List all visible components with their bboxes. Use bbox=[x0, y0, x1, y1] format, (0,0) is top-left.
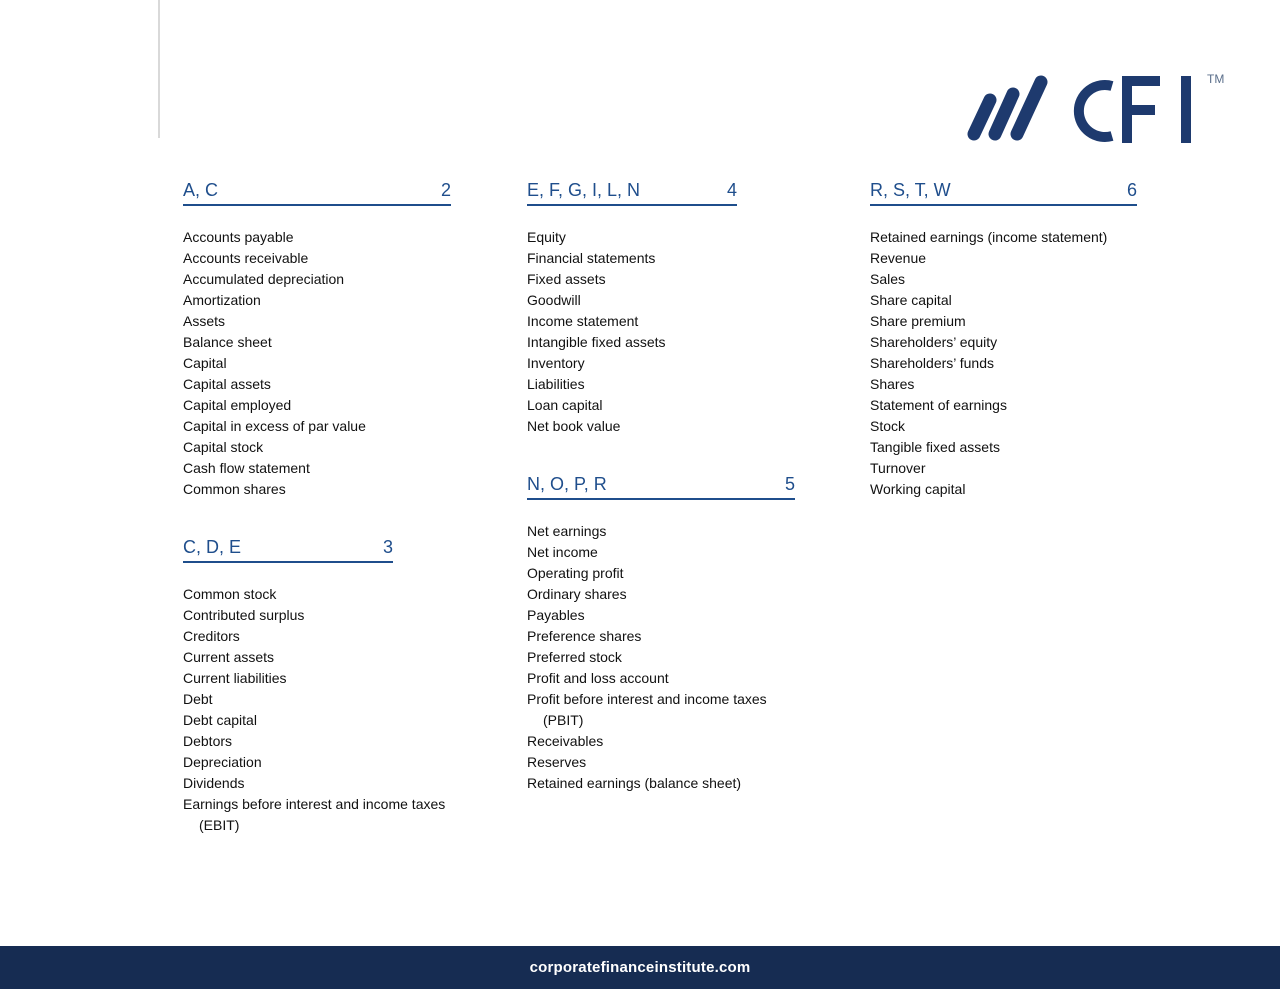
list-item: Accounts payable bbox=[183, 229, 294, 245]
list-item: Tangible fixed assets bbox=[870, 439, 1000, 455]
list-item: (EBIT) bbox=[199, 817, 240, 833]
list-item: Shareholders’ funds bbox=[870, 355, 995, 371]
list-item: (PBIT) bbox=[543, 712, 584, 728]
list-item: Earnings before interest and income taxes bbox=[183, 796, 446, 812]
list-item: Capital employed bbox=[183, 397, 292, 413]
footer-bar bbox=[0, 946, 1280, 989]
trademark-mark: TM bbox=[1207, 72, 1225, 86]
section-cde bbox=[183, 537, 446, 836]
list-item: Equity bbox=[527, 229, 566, 245]
list-item: Common stock bbox=[183, 586, 277, 602]
section-page-number: 4 bbox=[726, 180, 737, 200]
list-item: Operating profit bbox=[527, 565, 624, 581]
list-item: Net book value bbox=[527, 418, 621, 434]
section-rstw bbox=[870, 180, 1137, 500]
list-item: Ordinary shares bbox=[527, 586, 627, 602]
section-header[interactable] bbox=[183, 180, 451, 206]
list-item: Statement of earnings bbox=[870, 397, 1007, 413]
list-item: Creditors bbox=[183, 628, 240, 644]
cfi-logo bbox=[962, 70, 1225, 150]
list-item: Liabilities bbox=[527, 376, 585, 392]
list-item: Preferred stock bbox=[527, 649, 622, 665]
section-header[interactable] bbox=[183, 537, 393, 563]
list-item: Profit and loss account bbox=[527, 670, 669, 686]
list-item: Debt bbox=[183, 691, 213, 707]
section-title: A, C bbox=[183, 180, 219, 200]
term-list bbox=[527, 521, 795, 794]
section-title: N, O, P, R bbox=[527, 474, 607, 494]
list-item: Income statement bbox=[527, 313, 639, 329]
list-item: Financial statements bbox=[527, 250, 656, 266]
list-item: Amortization bbox=[183, 292, 261, 308]
list-item: Accounts receivable bbox=[183, 250, 309, 266]
term-list bbox=[183, 227, 451, 500]
section-header[interactable] bbox=[527, 180, 737, 206]
list-item: Net income bbox=[527, 544, 598, 560]
term-list bbox=[527, 227, 827, 437]
list-item: Receivables bbox=[527, 733, 604, 749]
term-list bbox=[183, 584, 483, 836]
section-title: E, F, G, I, L, N bbox=[527, 180, 641, 200]
section-efgiln bbox=[527, 180, 737, 437]
list-item: Intangible fixed assets bbox=[527, 334, 666, 350]
list-item: Sales bbox=[870, 271, 906, 287]
list-item: Reserves bbox=[527, 754, 587, 770]
term-list bbox=[870, 227, 1137, 500]
list-item: Contributed surplus bbox=[183, 607, 305, 623]
list-item: Preference shares bbox=[527, 628, 642, 644]
list-item: Assets bbox=[183, 313, 226, 329]
list-item: Revenue bbox=[870, 250, 927, 266]
section-nopr bbox=[527, 474, 795, 794]
left-divider bbox=[158, 0, 160, 138]
list-item: Profit before interest and income taxes bbox=[527, 691, 767, 707]
list-item: Shareholders’ equity bbox=[870, 334, 998, 350]
list-item: Shares bbox=[870, 376, 915, 392]
list-item: Balance sheet bbox=[183, 334, 272, 350]
list-item: Capital bbox=[183, 355, 227, 371]
section-header[interactable] bbox=[527, 474, 795, 500]
list-item: Share premium bbox=[870, 313, 966, 329]
list-item: Loan capital bbox=[527, 397, 603, 413]
list-item: Inventory bbox=[527, 355, 585, 371]
list-item: Fixed assets bbox=[527, 271, 606, 287]
list-item: Capital stock bbox=[183, 439, 264, 455]
list-item: Depreciation bbox=[183, 754, 262, 770]
section-page-number: 6 bbox=[1126, 180, 1137, 200]
list-item: Common shares bbox=[183, 481, 286, 497]
list-item: Cash flow statement bbox=[183, 460, 310, 476]
list-item: Debt capital bbox=[183, 712, 257, 728]
footer-website-link[interactable]: corporatefinanceinstitute.com bbox=[529, 959, 751, 976]
section-page-number: 3 bbox=[382, 537, 393, 557]
list-item: Dividends bbox=[183, 775, 245, 791]
list-item: Debtors bbox=[183, 733, 233, 749]
list-item: Retained earnings (income statement) bbox=[870, 229, 1108, 245]
list-item: Share capital bbox=[870, 292, 952, 308]
list-item: Stock bbox=[870, 418, 906, 434]
list-item: Retained earnings (balance sheet) bbox=[527, 775, 742, 791]
list-item: Working capital bbox=[870, 481, 966, 497]
list-item: Goodwill bbox=[527, 292, 581, 308]
section-title: R, S, T, W bbox=[870, 180, 951, 200]
list-item: Turnover bbox=[870, 460, 926, 476]
section-header[interactable] bbox=[870, 180, 1137, 206]
list-item: Payables bbox=[527, 607, 585, 623]
list-item: Capital in excess of par value bbox=[183, 418, 366, 434]
list-item: Capital assets bbox=[183, 376, 271, 392]
list-item: Current liabilities bbox=[183, 670, 287, 686]
section-ac bbox=[183, 180, 451, 500]
list-item: Accumulated depreciation bbox=[183, 271, 345, 287]
list-item: Net earnings bbox=[527, 523, 607, 539]
section-title: C, D, E bbox=[183, 537, 242, 557]
section-page-number: 2 bbox=[440, 180, 451, 200]
list-item: Current assets bbox=[183, 649, 275, 665]
section-page-number: 5 bbox=[784, 474, 795, 494]
